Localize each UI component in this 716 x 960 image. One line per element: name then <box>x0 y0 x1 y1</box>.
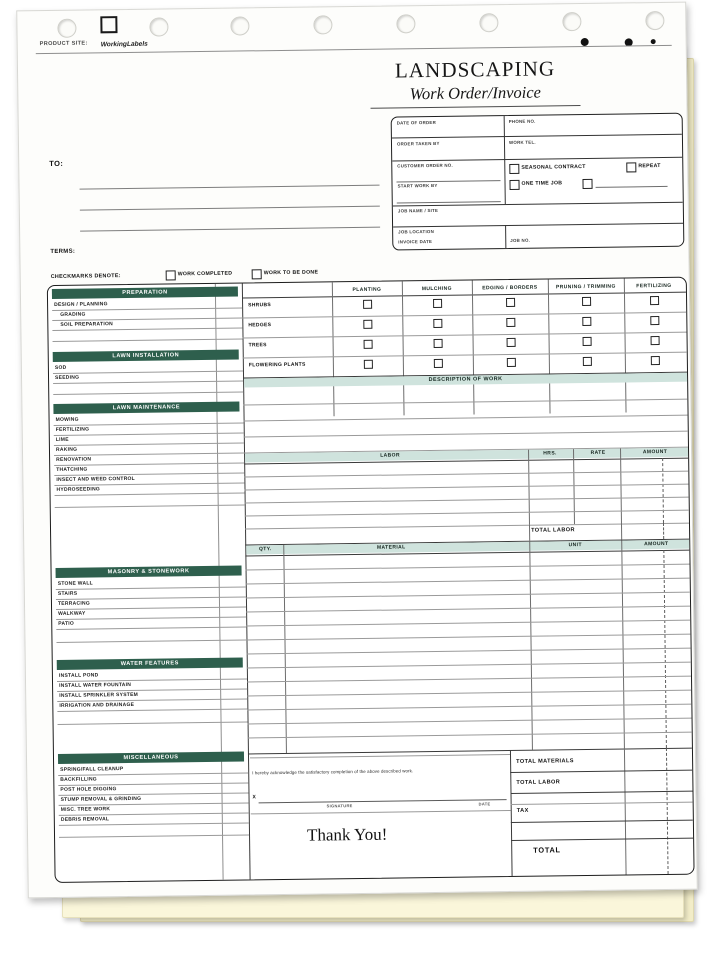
matrix-col-mulching: MULCHING <box>421 285 453 293</box>
material-row-rule[interactable] <box>247 676 691 683</box>
labor-col-amount: AMOUNT <box>642 448 668 456</box>
matrix-checkbox[interactable] <box>434 359 443 368</box>
service-item-renovation[interactable]: RENOVATION <box>56 456 92 463</box>
service-item-debris-removal[interactable]: DEBRIS REMOVAL <box>60 816 110 823</box>
field-rule[interactable] <box>397 201 501 203</box>
service-item-soil-preparation[interactable]: SOIL PREPARATION <box>60 321 113 328</box>
field-label-start-work-by: START WORK BY <box>397 182 438 189</box>
service-item-insect-and-weed-control[interactable]: INSECT AND WEED CONTROL <box>56 475 136 483</box>
matrix-col-rule <box>332 282 335 416</box>
checkbox-label-work-completed: WORK COMPLETED <box>177 270 233 278</box>
service-rule <box>54 462 244 465</box>
category-heading-preparation: PREPARATION <box>52 287 238 299</box>
matrix-checkbox[interactable] <box>650 316 659 325</box>
matrix-checkbox[interactable] <box>506 318 515 327</box>
matrix-col-rule <box>402 281 405 415</box>
totals-col-rule <box>624 749 627 875</box>
matrix-checkbox[interactable] <box>363 300 372 309</box>
service-item-grading[interactable]: GRADING <box>60 311 86 318</box>
labor-row-rule[interactable] <box>245 523 689 530</box>
totals-row-rule <box>511 820 693 823</box>
material-row-rule[interactable] <box>246 634 690 641</box>
info-row-rule <box>392 157 682 162</box>
acknowledgement-top-rule <box>250 754 510 758</box>
material-row-rule[interactable] <box>246 620 690 627</box>
service-rule <box>59 834 249 837</box>
service-rule <box>58 792 248 795</box>
matrix-checkbox[interactable] <box>650 296 659 305</box>
service-rule <box>54 482 244 485</box>
matrix-header-rule <box>242 292 686 299</box>
info-col-rule <box>505 225 506 248</box>
punch-hole <box>562 12 581 31</box>
work-order-form-sheet <box>16 2 698 899</box>
service-item-thatching[interactable]: THATCHING <box>56 466 88 473</box>
matrix-checkbox[interactable] <box>364 360 373 369</box>
material-col-unit: UNIT <box>568 542 582 549</box>
service-item-misc-tree-work[interactable]: MISC. TREE WORK <box>60 806 111 813</box>
labor-col-rule <box>620 449 622 524</box>
material-row-rule[interactable] <box>246 578 690 585</box>
matrix-checkbox[interactable] <box>507 358 516 367</box>
checkbox-seasonal-contract[interactable] <box>509 164 519 174</box>
form-title-line2: Work Order/Invoice <box>409 82 542 104</box>
matrix-checkbox[interactable] <box>583 357 592 366</box>
matrix-row-flowering-plants: FLOWERING PLANTS <box>248 361 306 369</box>
terms-label: TERMS: <box>50 248 76 255</box>
field-label-date-of-order: DATE OF ORDER <box>396 119 437 126</box>
services-check-divider <box>215 284 224 880</box>
service-rule <box>53 338 243 341</box>
checkbox-one-time-job[interactable] <box>509 180 519 190</box>
service-rule <box>58 782 248 785</box>
category-heading-lawn-installation: LAWN INSTALLATION <box>53 350 239 362</box>
signature-line[interactable] <box>259 799 507 803</box>
matrix-row-rule <box>242 312 686 319</box>
service-item-install-pond[interactable]: INSTALL POND <box>58 672 99 679</box>
to-line-1[interactable] <box>80 185 380 190</box>
service-rule <box>57 678 247 681</box>
field-label-work-tel: WORK TEL. <box>508 139 536 145</box>
labor-col-rate: RATE <box>590 449 606 456</box>
service-rule <box>53 370 243 373</box>
material-row-rule[interactable] <box>246 592 690 599</box>
labor-row-rule[interactable] <box>245 510 689 517</box>
totals-cents-rule <box>666 748 669 874</box>
material-row-rule[interactable] <box>248 732 692 739</box>
service-rule <box>54 442 244 445</box>
labor-col-hrs: HRS. <box>543 450 557 457</box>
material-col-amount: AMOUNT <box>644 540 669 548</box>
title-underline <box>371 105 581 109</box>
thank-you-text: Thank You! <box>306 824 388 845</box>
form-title <box>370 56 581 109</box>
matrix-col-fertilizing: FERTILIZING <box>636 282 672 290</box>
checkbox-label-work-to-be-done: WORK TO BE DONE <box>263 269 319 277</box>
service-rule <box>59 802 249 805</box>
grand-total-label: TOTAL <box>533 845 561 855</box>
service-rule <box>56 639 246 642</box>
material-col-rule <box>529 542 533 750</box>
service-rule <box>54 432 244 435</box>
matrix-checkbox[interactable] <box>364 340 373 349</box>
info-row-rule <box>392 134 682 139</box>
matrix-checkbox[interactable] <box>583 337 592 346</box>
service-rule <box>58 721 248 724</box>
matrix-corner-cell <box>248 286 328 287</box>
service-rule <box>57 708 247 711</box>
totals-row-rule <box>511 838 693 841</box>
matrix-col-rule <box>624 278 627 412</box>
material-row-rule[interactable] <box>246 564 690 571</box>
matrix-row-rule <box>243 352 687 359</box>
checkmark-denote-prefix: CHECKMARKS DENOTE: <box>50 273 121 280</box>
main-form-grid <box>47 277 695 883</box>
totals-total-labor-label: TOTAL LABOR <box>516 779 561 786</box>
service-rule <box>56 596 246 599</box>
total-labor-col-rule <box>529 525 530 541</box>
matrix-checkbox[interactable] <box>433 299 442 308</box>
service-item-irrigation-and-drainage[interactable]: IRRIGATION AND DRAINAGE <box>59 701 135 709</box>
service-item-stump-removal-grinding[interactable]: STUMP REMOVAL & GRINDING <box>60 795 142 803</box>
service-rule <box>55 504 245 507</box>
category-heading-water-features: WATER FEATURES <box>57 658 243 670</box>
punch-hole <box>479 13 498 32</box>
service-item-sod[interactable]: SOD <box>54 364 67 371</box>
matrix-row-hedges: HEDGES <box>248 322 272 329</box>
material-row-rule[interactable] <box>247 704 691 711</box>
labor-cents-rule <box>662 458 664 523</box>
description-rule[interactable] <box>244 431 688 438</box>
material-bottom-rule <box>248 748 692 755</box>
checkbox-label-repeat: REPEAT <box>638 162 661 170</box>
total-materials-label: TOTAL MATERIALS <box>516 758 574 765</box>
to-label: TO: <box>49 158 64 169</box>
material-row-rule[interactable] <box>248 718 692 725</box>
service-item-stone-wall[interactable]: STONE WALL <box>57 580 93 587</box>
matrix-col-planting: PLANTING <box>352 286 382 294</box>
punch-hole <box>645 11 664 30</box>
description-of-work-heading: DESCRIPTION OF WORK <box>244 373 687 388</box>
service-item-raking[interactable]: RAKING <box>55 446 78 453</box>
service-item-install-sprinkler-system[interactable]: INSTALL SPRINKLER SYSTEM <box>59 691 139 699</box>
order-info-box <box>391 113 685 251</box>
service-item-post-hole-digging[interactable]: POST HOLE DIGGING <box>60 786 117 793</box>
field-label-invoice-date: INVOICE DATE <box>398 238 433 245</box>
service-rule <box>52 317 242 320</box>
registration-dot-icon <box>581 38 589 46</box>
checkmark-denote-row <box>51 273 121 280</box>
checkbox-other-rule[interactable] <box>596 186 668 188</box>
service-rule <box>56 616 246 619</box>
acknowledgement-text: I hereby acknowledge the satisfactory completion of the above described work. <box>252 768 414 776</box>
service-rule <box>54 472 244 475</box>
labor-row-rule[interactable] <box>245 484 689 491</box>
material-row-rule[interactable] <box>247 690 691 697</box>
service-item-fertilizing[interactable]: FERTILIZING <box>55 426 90 433</box>
service-item-walkway[interactable]: WALKWAY <box>58 610 86 617</box>
category-heading-lawn-maintenance: LAWN MAINTENANCE <box>53 402 239 414</box>
matrix-checkbox[interactable] <box>433 319 442 328</box>
service-rule <box>57 698 247 701</box>
product-site-label: PRODUCT SITE: <box>39 40 88 48</box>
checkbox-other[interactable] <box>582 179 592 189</box>
service-rule <box>55 492 245 495</box>
matrix-col-pruning-trimming: PRUNING / TRIMMING <box>555 283 616 291</box>
info-row-rule <box>393 223 683 228</box>
service-rule <box>53 380 243 383</box>
acknowledgement-bottom-rule <box>251 810 511 814</box>
punch-hole <box>230 16 249 35</box>
date-label: DATE <box>478 801 491 807</box>
service-rule <box>52 327 242 330</box>
column-divider <box>242 283 251 879</box>
service-item-install-water-fountain[interactable]: INSTALL WATER FOUNTAIN <box>59 681 132 689</box>
matrix-checkbox[interactable] <box>582 317 591 326</box>
material-row-rule[interactable] <box>246 606 690 613</box>
matrix-checkbox[interactable] <box>651 356 660 365</box>
service-rule <box>56 586 246 589</box>
field-label-job-name: JOB NAME / SITE <box>397 207 439 214</box>
signature-label: SIGNATURE <box>326 803 353 809</box>
service-rule <box>56 606 246 609</box>
service-item-lime[interactable]: LIME <box>55 436 69 443</box>
form-title-line1: LANDSCAPING <box>394 56 556 83</box>
material-col-rule <box>621 541 625 749</box>
material-col-rule <box>283 545 287 753</box>
checkbox-repeat[interactable] <box>626 162 636 172</box>
checkbox-work-to-be-done[interactable] <box>252 269 262 279</box>
service-rule <box>59 822 249 825</box>
matrix-checkbox[interactable] <box>507 338 516 347</box>
matrix-col-edging-borders: EDGING / BORDERS <box>482 284 538 292</box>
field-label-customer-order-no: CUSTOMER ORDER NO. <box>397 162 453 169</box>
labor-col-rule <box>528 450 530 525</box>
labor-row-rule[interactable] <box>244 471 688 478</box>
service-item-design-planning[interactable]: DESIGN / PLANNING <box>54 301 108 308</box>
service-item-mowing[interactable]: MOWING <box>55 416 79 423</box>
punch-hole <box>57 19 76 38</box>
checkbox-label-seasonal-contract: SEASONAL CONTRACT <box>521 163 586 171</box>
punch-hole <box>396 14 415 33</box>
totals-row-rule <box>510 770 692 773</box>
totals-row-rule <box>511 791 693 794</box>
service-item-terracing[interactable]: TERRACING <box>57 600 91 607</box>
material-row-rule[interactable] <box>247 662 691 669</box>
to-line-3[interactable] <box>80 227 380 232</box>
brand-label: WorkingLabels <box>100 40 148 49</box>
service-rule <box>53 391 243 394</box>
service-rule <box>56 626 246 629</box>
total-labor-cents-rule <box>663 523 664 539</box>
punch-hole <box>313 15 332 34</box>
total-labor-col-rule <box>621 524 622 540</box>
service-item-stairs[interactable]: STAIRS <box>57 590 78 597</box>
to-line-2[interactable] <box>80 206 380 211</box>
category-heading-masonry-stonework: MASONRY & STONEWORK <box>56 566 242 578</box>
total-labor-label: TOTAL LABOR <box>531 527 575 534</box>
tax-label: TAX <box>516 807 529 814</box>
service-rule <box>54 422 244 425</box>
matrix-row-shrubs: SHRUBS <box>248 302 272 309</box>
checkbox-work-completed[interactable] <box>166 270 176 280</box>
service-rule <box>52 307 242 310</box>
service-rule <box>59 812 249 815</box>
totals-row-rule <box>511 802 693 805</box>
matrix-checkbox[interactable] <box>506 298 515 307</box>
field-label-job-no: JOB NO. <box>510 237 531 243</box>
description-rule[interactable] <box>243 399 687 406</box>
matrix-checkbox[interactable] <box>582 297 591 306</box>
material-col-qty: QTY. <box>258 546 272 553</box>
field-rule[interactable] <box>396 180 500 182</box>
signature-x-mark: X <box>252 794 257 801</box>
service-item-spring-fall-cleanup[interactable]: SPRING/FALL CLEANUP <box>60 766 124 773</box>
labor-col-rule <box>573 449 575 524</box>
field-label-phone-no: PHONE NO. <box>508 118 536 124</box>
service-item-backfilling[interactable]: BACKFILLING <box>60 776 97 783</box>
labor-row-rule[interactable] <box>245 497 689 504</box>
service-item-patio[interactable]: PATIO <box>58 620 75 627</box>
service-rule <box>57 688 247 691</box>
registration-dot-icon <box>651 39 656 44</box>
checkbox-label-one-time-job: ONE TIME JOB <box>521 180 563 187</box>
matrix-row-trees: TREES <box>248 342 267 349</box>
matrix-col-rule <box>548 279 551 413</box>
labor-heading: LABOR <box>380 452 401 459</box>
category-heading-miscellaneous: MISCELLANEOUS <box>58 752 244 764</box>
material-row-rule[interactable] <box>247 648 691 655</box>
matrix-checkbox[interactable] <box>434 339 443 348</box>
punch-hole <box>149 17 168 36</box>
matrix-row-rule <box>243 332 687 339</box>
service-item-seeding[interactable]: SEEDING <box>54 374 80 381</box>
matrix-checkbox[interactable] <box>363 320 372 329</box>
matrix-checkbox[interactable] <box>651 336 660 345</box>
field-label-order-taken-by: ORDER TAKEN BY <box>396 140 440 147</box>
service-rule <box>58 772 248 775</box>
service-item-hydroseeding[interactable]: HYDROSEEDING <box>56 486 101 493</box>
field-label-job-location: JOB LOCATION <box>398 228 435 235</box>
service-rule <box>54 452 244 455</box>
registration-square-icon <box>100 16 117 33</box>
matrix-col-rule <box>472 280 475 414</box>
description-rule[interactable] <box>244 415 688 422</box>
material-col-material: MATERIAL <box>376 544 406 551</box>
